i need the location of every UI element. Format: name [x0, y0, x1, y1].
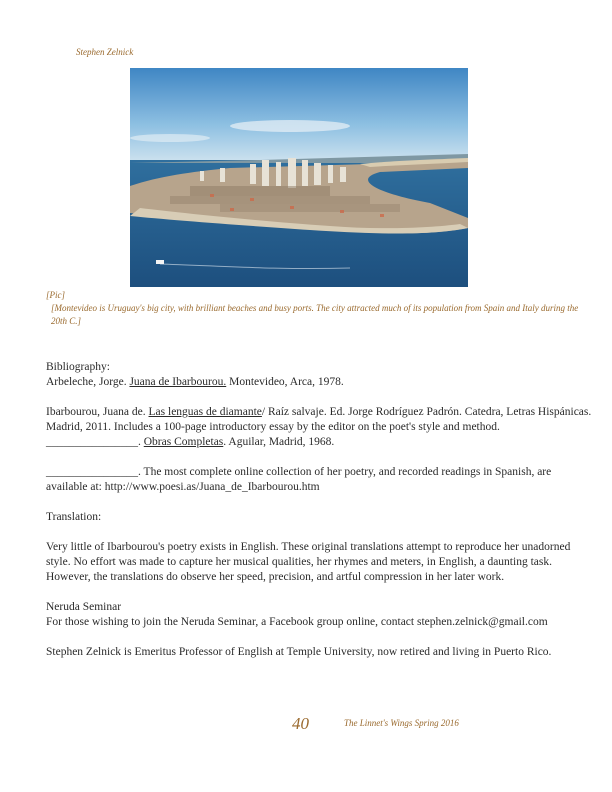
entry-1-rest: Montevideo, Arca, 1978.: [226, 376, 344, 388]
entry-2-rest: / Raíz salvaje. Ed. Jorge Rodríguez Padrón. Catedra, Letras Hispánicas. Madrid, 2011. Includes a 100-page introductory essay by the editor on the poet's style and method.: [46, 406, 592, 433]
caption-tag: [Pic]: [46, 290, 65, 300]
entry-1-title: Juana de Ibarbourou.: [129, 376, 227, 388]
entry-3-dash: ________________.: [46, 436, 144, 448]
translation-text: Very little of Ibarbourou's poetry exists in English. These original translations attempt to reproduce her unadorned style. No effort was made to capture her musical qualities, her rhymes and meters, in English, a daunting task. However, the translations do observe her speed, precision, and artful compression in her later work.: [46, 541, 571, 583]
bibliography-entry-2: [46, 405, 592, 435]
bio-text: Stephen Zelnick is Emeritus Professor of English at Temple University, now retired and living in Puerto Rico.: [46, 646, 552, 658]
page-number: 40: [292, 714, 309, 733]
translation-heading: Translation:: [46, 511, 102, 523]
entry-2-author: Ibarbourou, Juana de.: [46, 406, 149, 418]
seminar-heading: Neruda Seminar: [46, 601, 122, 613]
photo-caption: [46, 289, 586, 328]
bibliography-entry-4: ________________. The most complete online collection of her poetry, and recorded readings in Spanish, are available at: http://www.poesi.as/Juana_de_Ibarbourou.htm: [46, 466, 552, 493]
article-body: [46, 360, 592, 660]
bibliography-heading: Bibliography:: [46, 361, 110, 373]
entry-1-author: Arbeleche, Jorge.: [46, 376, 130, 388]
caption-text: [Montevideo is Uruguay's big city, with brilliant beaches and busy ports. The city attracted much of its population from Spain and Italy during the 20th C.]: [51, 303, 579, 326]
header-author: Stephen Zelnick: [76, 47, 134, 57]
publication-title: The Linnet's Wings Spring 2016: [344, 718, 459, 728]
entry-3-rest: . Aguilar, Madrid, 1968.: [223, 436, 335, 448]
bibliography-entry-1: [46, 375, 592, 390]
bibliography-entry-3: [46, 435, 592, 450]
entry-2-title: Las lenguas de diamante: [148, 406, 262, 418]
entry-3-title: Obras Completas: [143, 436, 224, 448]
seminar-text: For those wishing to join the Neruda Seminar, a Facebook group online, contact stephen.zelnick@gmail.com: [46, 616, 548, 628]
montevideo-photo: [130, 68, 468, 287]
